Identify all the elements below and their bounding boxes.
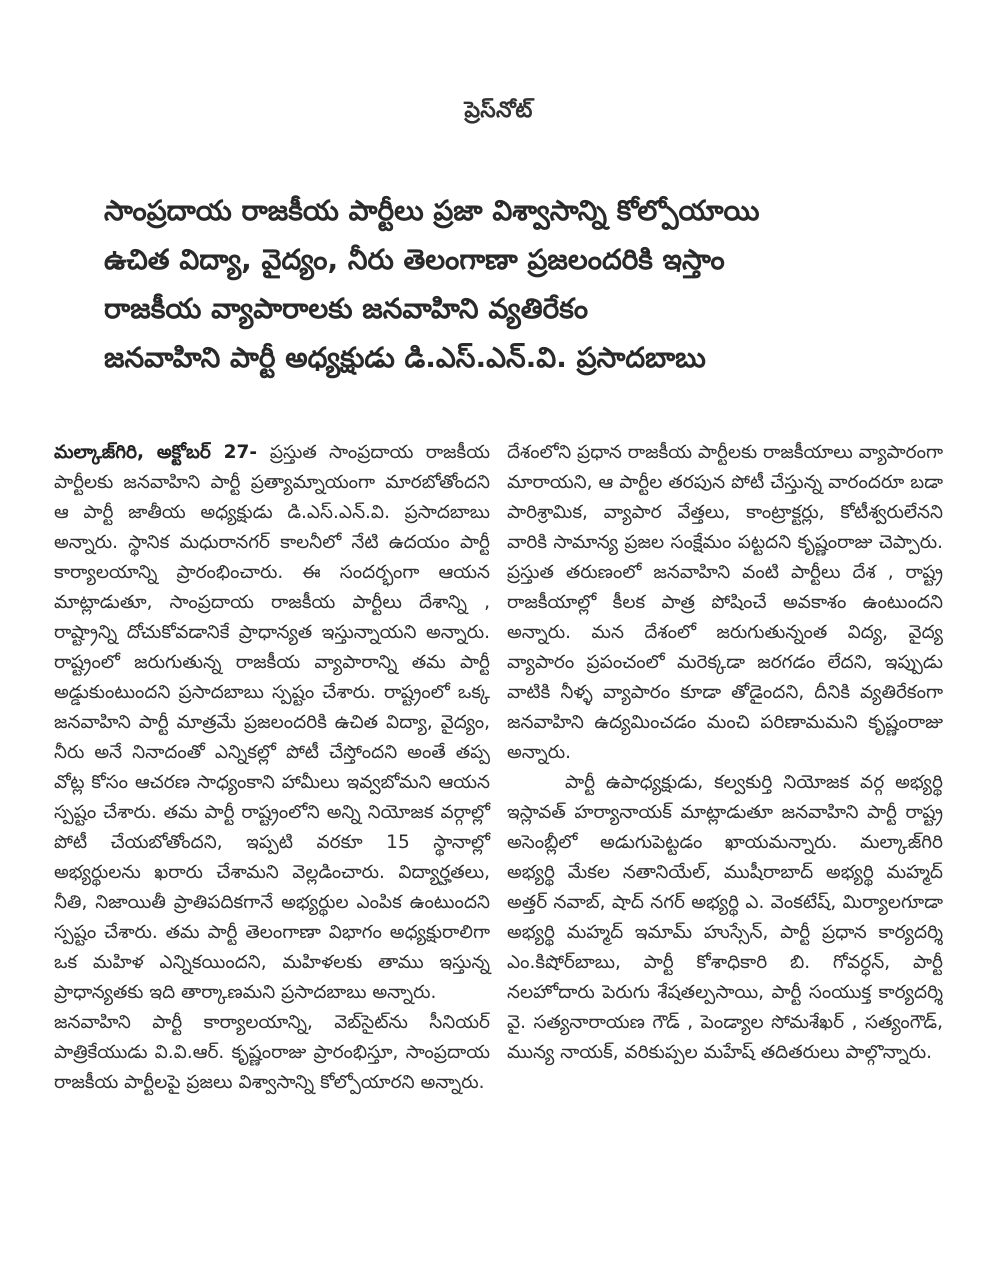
press-note-kicker: ప్రెస్‌నోట్	[464, 98, 533, 123]
article-columns	[54, 438, 943, 1098]
headline-line-4: జనవాహిని పార్టీ అధ్యక్షుడు డి.ఎస్.ఎన్.వి. ప్రసాదబాబు	[104, 341, 706, 374]
right-paragraph-2: పార్టీ ఉపాధ్యక్షుడు, కల్వకుర్తి నియోజక వర్గ అభ్యర్థి ఇస్లావత్ హర్యానాయక్ మాట్లాడుతూ జనవాహిని పార్టీ రాష్ట్ర అసెంబ్లీలో అడుగుపెట్టడం ఖాయమన్నారు. మల్కాజ్‌గిరి అభ్యర్థి మేకల నతానియేల్, ముషీరాబాద్ అభ్యర్థి మహ్మద్ అత్తర్ నవాబ్, షాద్ నగర్ అభ్యర్థి ఎ. వెంకటేష్, మిర్యాలగూడా అభ్యర్థి మహ్మద్ ఇమామ్ హుస్సేన్, పార్టీ ప్రధాన కార్యదర్శి ఎం.కిషోర్‌బాబు, పార్టీ కోశాధికారి బి. గోవర్ధన్, పార్టీ నలహోదారు పెరుగు శేషతల్పసాయి, పార్టీ సంయుక్త కార్యదర్శి వై. సత్యనారాయణ గౌడ్ , పెండ్యాల సోమశేఖర్ , సత్యంగౌడ్, మున్య నాయక్, వరికుప్పల మహేష్ తదితరులు పాల్గొన్నారు.	[507, 772, 943, 1063]
headline-line-2: ఉచిత విద్యా, వైద్యం, నీరు తెలంగాణా ప్రజలందరికి ఇస్తాం	[104, 243, 725, 276]
dateline: మల్కాజ్‌గిరి, అక్టోబర్ 27-	[54, 442, 270, 463]
right-column	[507, 438, 943, 1098]
headline-line-3: రాజకీయ వ్యాపారాలకు జనవాహిని వ్యతిరేకం	[104, 292, 589, 325]
left-column	[54, 438, 490, 1098]
left-paragraph-1	[54, 438, 490, 1008]
right-paragraph-1: దేశంలోని ప్రధాన రాజకీయ పార్టీలకు రాజకీయాలు వ్యాపారంగా మారాయని, ఆ పార్టీల తరపున పోటీ చేస్తున్న వారందరూ బడా పారిశ్రామిక, వ్యాపార వేత్తలు, కాంట్రాక్టర్లు, కోటీశ్వరులేనని వారికి సామాన్య ప్రజల సంక్షేమం పట్టదని కృష్ణంరాజు చెప్పారు. ప్రస్తుత తరుణంలో జనవాహిని వంటి పార్టీలు దేశ , రాష్ట్ర రాజకీయాల్లో కీలక పాత్ర పోషించే అవకాశం ఉంటుందని అన్నారు. మన దేశంలో జరుగుతున్నంత విద్య, వైద్య వ్యాపారం ప్రపంచంలో మరెక్కడా జరగడం లేదని, ఇప్పుడు వాటికి నీళ్ళ వ్యాపారం కూడా తోడైందని, దీనికి వ్యతిరేకంగా జనవాహిని ఉద్యమించడం మంచి పరిణామమని కృష్ణంరాజు అన్నారు.	[507, 442, 943, 763]
left-paragraph-1-text: ప్రస్తుత సాంప్రదాయ రాజకీయ పార్టీలకు జనవాహిని పార్టీ ప్రత్యామ్నాయంగా మారబోతోందని ఆ పార్టీ జాతీయ అధ్యక్షుడు డి.ఎస్.ఎన్.వి. ప్రసాదబాబు అన్నారు. స్థానిక మధురానగర్ కాలనీలో నేటి ఉదయం పార్టీ కార్యాలయాన్ని ప్రారంభించారు. ఈ సందర్భంగా ఆయన మాట్లాడుతూ, సాంప్రదాయ రాజకీయ పార్టీలు దేశాన్ని , రాష్ట్రాన్ని దోచుకోవడానికే ప్రాధాన్యత ఇస్తున్నాయని అన్నారు. రాష్ట్రంలో జరుగుతున్న రాజకీయ వ్యాపారాన్ని తమ పార్టీ అడ్డుకుంటుందని ప్రసాదబాబు స్పష్టం చేశారు. రాష్ట్రంలో ఒక్క జనవాహిని పార్టీ మాత్రమే ప్రజలందరికి ఉచిత విద్యా, వైద్యం, నీరు అనే నినాదంతో ఎన్నికల్లో పోటీ చేస్తోందని అంతే తప్ప వోట్ల కోసం ఆచరణ సాధ్యంకాని హామీలు ఇవ్వబోమని ఆయన స్పష్టం చేశారు. తమ పార్టీ రాష్ట్రంలోని అన్ని నియోజక వర్గాల్లో పోటీ చేయబోతోందని, ఇప్పటి వరకూ 15 స్థానాల్లో అభ్యర్థులను ఖరారు చేశామని వెల్లడించారు. విద్యార్హతలు, నీతి, నిజాయితీ ప్రాతిపదికగానే అభ్యర్థుల ఎంపిక ఉంటుందని స్పష్టం చేశారు. తమ పార్టీ తెలంగాణా విభాగం అధ్యక్షురాలిగా ఒక మహిళ ఎన్నికయిందని, మహిళలకు తాము ఇస్తున్న ప్రాధాన్యతకు ఇది తార్కాణమని ప్రసాదబాబు అన్నారు.	[54, 442, 490, 1003]
headline-block	[104, 186, 943, 382]
left-paragraph-2: జనవాహిని పార్టీ కార్యాలయాన్ని, వెబ్‌సైట్‌ను సీనియర్ పాత్రికేయుడు వి.వి.ఆర్. కృష్ణంరాజు ప్రారంభిస్తూ, సాంప్రదాయ రాజకీయ పార్టీలపై ప్రజలు విశ్వాసాన్ని కోల్పోయారని అన్నారు.	[54, 1012, 490, 1093]
headline-line-1: సాంప్రదాయ రాజకీయ పార్టీలు ప్రజా విశ్వాసాన్ని కోల్పోయాయి	[104, 194, 760, 227]
